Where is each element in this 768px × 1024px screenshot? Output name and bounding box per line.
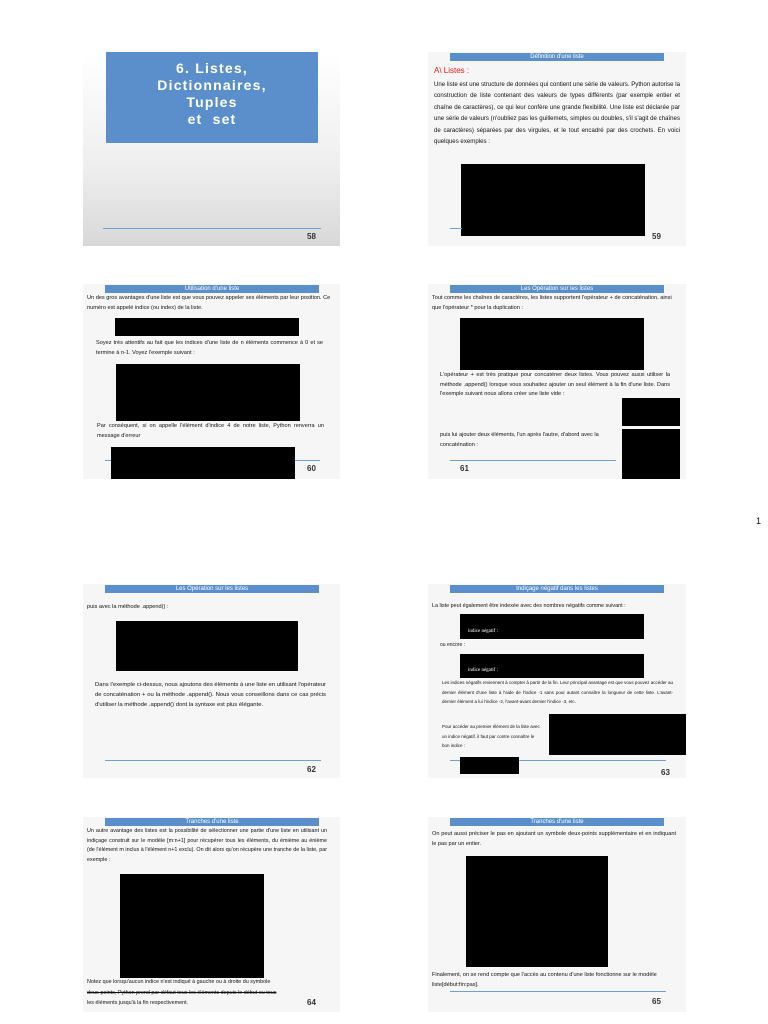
slide-number: 59 <box>652 232 661 241</box>
slide-number: 64 <box>307 998 316 1007</box>
code-label: indice négatif : <box>468 668 498 673</box>
slide-59 <box>428 52 686 246</box>
slide-63 <box>428 584 686 778</box>
slide-number: 63 <box>661 768 670 777</box>
redacted-code-block <box>460 654 644 678</box>
redacted-code-block <box>120 874 264 978</box>
title-line-1: 6. Listes, <box>176 60 248 76</box>
slide-64 <box>83 817 340 1012</box>
slide-number: 61 <box>460 464 469 473</box>
slide-61 <box>428 284 686 479</box>
slide-paragraph-3: puis lui ajouter deux éléments, l'un après l'autre, d'abord avec la concaténation : <box>440 432 599 448</box>
footer-line <box>105 760 321 761</box>
slide-paragraph-2b: deux-points, Python prend par défaut tous les éléments depuis le début ou tous <box>87 990 277 996</box>
slide-body: Une liste est une structure de données qui contient une série de valeurs. Python autorise la construction de liste contenant des valeurs de types différents (par exemple entier et chaîne de caractères), ce qui leur confère une grande flexibilité. Une liste est déclarée par une série de valeurs (n'oubliez pas les guillemets, simples ou doubles, s'il s'agit de chaînes de caractères) séparées par des virgules, et le tout encadré par des crochets. En voici quelques exemples : <box>434 81 680 146</box>
code-label: indice négatif : <box>468 629 498 634</box>
redacted-code-block <box>116 364 300 421</box>
slide-58 <box>83 52 340 246</box>
slide-header: Tranches d'une liste <box>450 818 664 826</box>
slide-paragraph-3: Pour accéder au premier élément de la liste avec un indice négatif, il faut par contre connaître le bon indice : <box>442 724 540 749</box>
slide-paragraph-2: Les indices négatifs reviennent à compter à partir de la fin. Leur principal avantage est que vous pouvez accéder au dernier élément d'une liste à l'aide de l'indice -1 sans pour autant connaître la longueur de cette liste. L'avant-dernier élément a lui l'indice -2, l'avant-avant dernier l'indice -3, etc. <box>442 680 673 705</box>
redacted-code-block <box>466 856 608 967</box>
slide-paragraph-1: Un autre avantage des listes est la possibilité de sélectionner une partie d'une liste en utilisant un indiçage construit sur le modèle [m:n+1] pour récupérer tous les éléments, du émième au énième (de l'élément m inclus à l'élément n+1 exclu). On dit alors qu'on récupère une tranche de la liste, par exemple : <box>87 828 327 863</box>
redacted-code-block <box>111 447 295 479</box>
slide-65 <box>428 817 686 1012</box>
redacted-code-block <box>460 614 644 639</box>
slide-header: Définition d'une liste <box>450 53 664 61</box>
slide-paragraph-1: Tout comme les chaînes de caractères, les listes supportent l'opérateur + de concaténation, ainsi que l'opérateur * pour la duplication : <box>432 295 672 311</box>
slide-header: Les Opération sur les listes <box>450 285 664 293</box>
slide-title-box <box>106 52 318 143</box>
slide-number: 60 <box>307 464 316 473</box>
redacted-code-block <box>460 757 519 774</box>
slide-number: 62 <box>307 765 316 774</box>
footer-line <box>450 991 666 992</box>
slide-paragraph-2: Dans l'exemple ci-dessus, nous ajoutons des éléments à une liste en utilisant l'opérateur de concaténation + ou la méthode .append(). Nous vous conseillons dans ce cas précis d'utiliser la méthode .append() dont la syntaxe est plus élégante. <box>95 682 326 708</box>
footer-line <box>450 460 616 461</box>
slide-number: 65 <box>652 997 661 1006</box>
redacted-code-block <box>460 318 644 370</box>
redacted-code-block <box>116 621 298 671</box>
slide-paragraph-2: L'opérateur + est très pratique pour concaténer deux listes. Vous pouvez aussi utiliser la méthode .append() lorsque vous souhaitez ajouter un seul élément à la fin d'une liste. Dans l'exemple suivant nous allons créer une liste vide : <box>440 372 670 398</box>
slide-paragraph-1: Un des gros avantages d'une liste est que vous pouvez appeler ses éléments par leur position. Ce numéro est appelé indice (ou index) de la liste. <box>87 295 331 311</box>
title-line-4: et set <box>187 111 237 127</box>
slide-header: Les Opération sur les listes <box>105 585 319 593</box>
slide-60 <box>83 284 340 479</box>
redacted-code-block <box>622 398 680 426</box>
slide-header: Indiçage négatif dans les listes <box>450 585 664 593</box>
redacted-code-block <box>549 714 686 755</box>
section-heading: A\ Listes : <box>434 66 470 75</box>
redacted-code-block <box>115 318 299 336</box>
slide-header: Utilisation d'une liste <box>105 285 319 293</box>
alt-label: ou encore : <box>440 642 466 648</box>
redacted-code-block <box>461 164 645 236</box>
footer-line <box>103 228 321 229</box>
slide-paragraph-1: La liste peut également être indexée avec des nombres négatifs comme suivant : <box>432 603 626 609</box>
slide-paragraph-2c: les éléments jusqu'à la fin respectivement. <box>87 1000 189 1006</box>
title-line-2: Dictionnaires, <box>157 77 267 93</box>
footer-line <box>450 228 462 229</box>
slide-paragraph-1: On peut aussi préciser le pas en ajoutant un symbole deux-points supplémentaire et en indiquant le pas par un entier. <box>432 831 676 847</box>
slide-paragraph-2: Soyez très attentifs au fait que les indices d'une liste de n éléments commence à 0 et se termine à n-1. Voyez l'exemple suivant : <box>96 340 323 356</box>
slide-62 <box>83 584 340 778</box>
page-number: 1 <box>756 516 762 526</box>
title-line-3: Tuples <box>186 94 238 110</box>
slide-paragraph-2: Finalement, on se rend compte que l'accès au contenu d'une liste fonctionne sur le modèle liste[début:fin:pas]. <box>432 972 657 988</box>
slide-paragraph-2a: Notez que lorsqu'aucun indice n'est indiqué à gauche ou à droite du symbole <box>87 979 271 985</box>
slide-header: Tranches d'une liste <box>105 818 319 826</box>
slide-paragraph-3: Par conséquent, si on appelle l'élément d'indice 4 de notre liste, Python renverra un message d'erreur <box>97 423 324 439</box>
redacted-code-block <box>622 429 680 479</box>
slide-number: 58 <box>307 232 316 241</box>
slide-paragraph-1: puis avec la méthode .append() : <box>87 604 169 610</box>
